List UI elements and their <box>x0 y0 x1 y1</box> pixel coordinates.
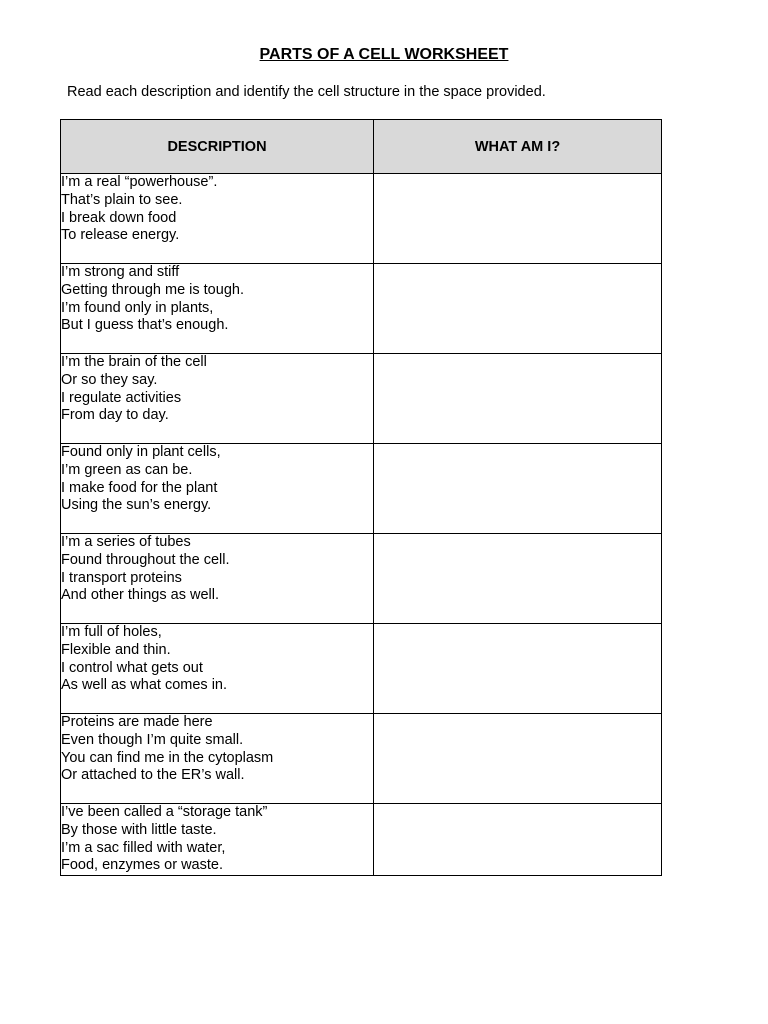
worksheet-instructions: Read each description and identify the cell structure in the space provided. <box>67 84 546 100</box>
table-row <box>61 174 662 264</box>
description-line: I’m strong and stiff <box>61 264 180 280</box>
table-row <box>61 264 662 354</box>
table-row <box>61 534 662 624</box>
description-line: As well as what comes in. <box>61 677 228 694</box>
description-line: I’m found only in plants, <box>61 299 214 316</box>
description-line: And other things as well. <box>61 587 219 604</box>
description-cell <box>61 534 374 624</box>
worksheet-table <box>60 119 662 876</box>
answer-cell[interactable] <box>374 624 662 714</box>
description-line: I’m a sac filled with water, <box>61 839 226 856</box>
answer-cell[interactable] <box>374 534 662 624</box>
description-line: I’m a series of tubes <box>61 534 191 550</box>
description-line: But I guess that’s enough. <box>61 317 229 334</box>
description-line: I’m the brain of the cell <box>61 354 207 370</box>
answer-cell[interactable] <box>374 174 662 264</box>
description-line: I’m a real “powerhouse”. <box>61 174 218 190</box>
table-row <box>61 804 662 876</box>
description-line: Getting through me is tough. <box>61 281 244 298</box>
answer-cell[interactable] <box>374 444 662 534</box>
description-line: I control what gets out <box>61 659 203 676</box>
table-row <box>61 354 662 444</box>
description-line: Food, enzymes or waste. <box>61 857 223 874</box>
description-line: To release energy. <box>61 227 180 244</box>
header-what-am-i: WHAT AM I? <box>374 120 662 174</box>
description-line: I’ve been called a “storage tank” <box>61 804 268 820</box>
answer-cell[interactable] <box>374 804 662 876</box>
answer-cell[interactable] <box>374 714 662 804</box>
description-line: Or so they say. <box>61 371 158 388</box>
description-cell <box>61 804 374 876</box>
description-line: From day to day. <box>61 407 169 424</box>
description-line: Flexible and thin. <box>61 641 171 658</box>
description-line: By those with little taste. <box>61 821 217 838</box>
table-row <box>61 624 662 714</box>
description-line: Even though I’m quite small. <box>61 731 244 748</box>
description-line: Proteins are made here <box>61 714 213 730</box>
description-line: Found throughout the cell. <box>61 551 230 568</box>
description-line: I’m green as can be. <box>61 461 193 478</box>
description-line: Using the sun’s energy. <box>61 497 212 514</box>
description-cell <box>61 444 374 534</box>
description-line: Found only in plant cells, <box>61 444 221 460</box>
description-line: Or attached to the ER’s wall. <box>61 767 245 784</box>
description-line: You can find me in the cytoplasm <box>61 749 274 766</box>
worksheet-title: PARTS OF A CELL WORKSHEET <box>259 46 509 63</box>
table-row <box>61 444 662 534</box>
description-line: I transport proteins <box>61 569 182 586</box>
description-cell <box>61 264 374 354</box>
description-cell <box>61 714 374 804</box>
table-row <box>61 714 662 804</box>
description-line: I break down food <box>61 209 177 226</box>
description-line: I’m full of holes, <box>61 624 162 640</box>
description-cell <box>61 354 374 444</box>
description-line: I regulate activities <box>61 389 182 406</box>
answer-cell[interactable] <box>374 264 662 354</box>
description-line: That’s plain to see. <box>61 191 183 208</box>
answer-cell[interactable] <box>374 354 662 444</box>
description-cell <box>61 174 374 264</box>
header-row <box>61 120 662 174</box>
description-cell <box>61 624 374 714</box>
header-description: DESCRIPTION <box>61 120 374 174</box>
description-line: I make food for the plant <box>61 479 218 496</box>
